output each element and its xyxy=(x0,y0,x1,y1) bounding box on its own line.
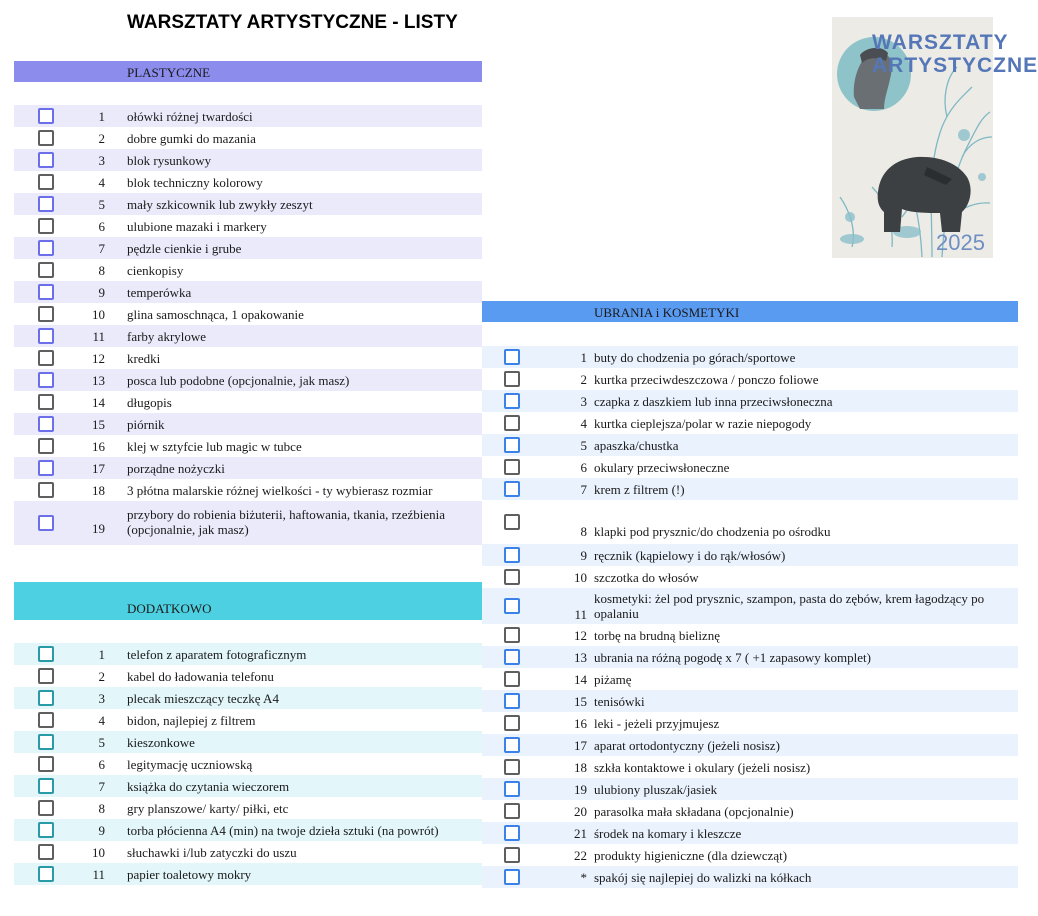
list-item xyxy=(14,753,482,775)
list-item xyxy=(14,479,482,501)
item-text: torba płócienna A4 (min) na twoje dzieła sztuki (na powrót) xyxy=(127,823,439,838)
item-text: ulubione mazaki i markery xyxy=(127,219,267,234)
checkbox[interactable] xyxy=(504,393,520,409)
item-text: kabel do ładowania telefonu xyxy=(127,669,274,684)
item-text: ręcznik (kąpielowy i do rąk/włosów) xyxy=(594,548,786,563)
item-number: 17 xyxy=(574,738,587,753)
item-text: spakój się najlepiej do walizki na kółkach xyxy=(594,870,812,885)
list-item xyxy=(482,412,1018,434)
item-text: farby akrylowe xyxy=(127,329,207,344)
dodatkowo-header: DODATKOWO xyxy=(127,601,212,616)
item-number: 19 xyxy=(92,521,105,536)
plastyczne-header: PLASTYCZNE xyxy=(127,65,211,80)
checkbox[interactable] xyxy=(504,349,520,365)
item-number: 14 xyxy=(92,395,105,410)
item-text: kurtka cieplejsza/polar w razie niepogody xyxy=(594,416,812,431)
item-number: 4 xyxy=(580,416,587,431)
list-item xyxy=(14,501,482,545)
item-text: mały szkicownik lub zwykły zeszyt xyxy=(127,197,313,212)
list-item xyxy=(482,844,1018,866)
checkbox[interactable] xyxy=(504,371,520,387)
checkbox[interactable] xyxy=(504,459,520,475)
checkbox[interactable] xyxy=(504,715,520,731)
checkbox[interactable] xyxy=(38,646,54,662)
item-text: kosmetyki: żel pod prysznic, szampon, pasta do zębów, krem łagodzący po opalaniu xyxy=(594,591,985,621)
item-text: długopis xyxy=(127,395,172,410)
item-number: 7 xyxy=(98,241,105,256)
item-number: 5 xyxy=(580,438,587,453)
list-item xyxy=(482,800,1018,822)
item-text: piórnik xyxy=(127,417,165,432)
checkbox[interactable] xyxy=(38,416,54,432)
checkbox[interactable] xyxy=(38,668,54,684)
item-text: leki - jeżeli przyjmujesz xyxy=(594,716,720,731)
item-number: 10 xyxy=(92,307,105,322)
checkbox[interactable] xyxy=(38,394,54,410)
checkbox[interactable] xyxy=(504,759,520,775)
item-text: posca lub podobne (opcjonalnie, jak masz) xyxy=(127,373,350,388)
list-item xyxy=(482,866,1018,888)
checkbox[interactable] xyxy=(504,598,520,614)
item-number: 6 xyxy=(98,757,105,772)
item-text: książka do czytania wieczorem xyxy=(127,779,290,794)
item-text: cienkopisy xyxy=(127,263,184,278)
item-text: plecak mieszczący teczkę A4 xyxy=(127,691,279,706)
list-item xyxy=(14,819,482,841)
checkbox[interactable] xyxy=(504,649,520,665)
item-number: 15 xyxy=(92,417,105,432)
item-text: szkła kontaktowe i okulary (jeżeli nosisz) xyxy=(594,760,811,775)
poster-title-line1: WARSZTATY xyxy=(872,31,1009,54)
item-text: porządne nożyczki xyxy=(127,461,225,476)
checkbox[interactable] xyxy=(38,690,54,706)
item-text: kredki xyxy=(127,351,161,366)
item-number: 16 xyxy=(574,716,587,731)
item-number: 6 xyxy=(580,460,587,475)
checkbox[interactable] xyxy=(504,825,520,841)
list-item xyxy=(14,413,482,435)
checkbox[interactable] xyxy=(38,800,54,816)
checkbox[interactable] xyxy=(504,437,520,453)
item-number: 22 xyxy=(574,848,587,863)
poster-title xyxy=(872,31,1038,77)
item-number: 13 xyxy=(92,373,105,388)
checkbox[interactable] xyxy=(38,482,54,498)
list-item xyxy=(482,756,1018,778)
list-item xyxy=(14,303,482,325)
item-text: piżamę xyxy=(594,672,632,687)
list-item xyxy=(482,456,1018,478)
item-text: legitymację uczniowską xyxy=(127,757,253,772)
item-text: ulubiony pluszak/jasiek xyxy=(594,782,718,797)
checkbox[interactable] xyxy=(504,671,520,687)
list-item xyxy=(14,369,482,391)
checkbox[interactable] xyxy=(504,547,520,563)
item-text: klapki pod prysznic/do chodzenia po ośrodku xyxy=(594,524,831,539)
item-number: 6 xyxy=(98,219,105,234)
item-number: 4 xyxy=(98,713,105,728)
list-item xyxy=(482,624,1018,646)
list-item xyxy=(482,566,1018,588)
list-item xyxy=(14,391,482,413)
item-number: 7 xyxy=(580,482,587,497)
checkbox[interactable] xyxy=(504,847,520,863)
checkbox[interactable] xyxy=(38,306,54,322)
list-item xyxy=(482,712,1018,734)
item-text: apaszka/chustka xyxy=(594,438,679,453)
checkbox[interactable] xyxy=(504,569,520,585)
checkbox[interactable] xyxy=(38,152,54,168)
item-text: 3 płótna malarskie różnej wielkości - ty wybierasz rozmiar xyxy=(127,483,433,498)
item-text: przybory do robienia biżuterii, haftowania, tkania, rzeźbienia (opcjonalnie, jak masz) xyxy=(127,507,446,537)
item-text: kieszonkowe xyxy=(127,735,195,750)
list-item xyxy=(14,841,482,863)
item-text: temperówka xyxy=(127,285,192,300)
item-number: 11 xyxy=(574,607,587,622)
item-number: 3 xyxy=(98,691,105,706)
list-item xyxy=(14,149,482,171)
list-item xyxy=(14,797,482,819)
list-item xyxy=(482,346,1018,368)
list-item xyxy=(14,435,482,457)
item-text: aparat ortodontyczny (jeżeli nosisz) xyxy=(594,738,780,753)
checkbox[interactable] xyxy=(38,350,54,366)
list-item xyxy=(482,544,1018,566)
item-number: 17 xyxy=(92,461,105,476)
item-number: 2 xyxy=(580,372,587,387)
poster-year: 2025 xyxy=(936,230,985,255)
item-text: bidon, najlepiej z filtrem xyxy=(127,713,256,728)
list-item xyxy=(482,646,1018,668)
item-number: 8 xyxy=(580,524,587,539)
checkbox[interactable] xyxy=(38,822,54,838)
item-text: środek na komary i kleszcze xyxy=(594,826,742,841)
item-text: tenisówki xyxy=(594,694,645,709)
item-number: 7 xyxy=(98,779,105,794)
list-item xyxy=(14,687,482,709)
item-number: 10 xyxy=(574,570,587,585)
item-text: ołówki różnej twardości xyxy=(127,109,253,124)
list-item xyxy=(14,863,482,885)
item-text: słuchawki i/lub zatyczki do uszu xyxy=(127,845,297,860)
item-number: 4 xyxy=(98,175,105,190)
checkbox[interactable] xyxy=(504,781,520,797)
checkbox[interactable] xyxy=(504,415,520,431)
item-text: produkty higieniczne (dla dziewcząt) xyxy=(594,848,788,863)
checkbox[interactable] xyxy=(38,196,54,212)
item-number: 12 xyxy=(92,351,105,366)
workshop-poster xyxy=(832,17,1038,258)
item-text: gry planszowe/ karty/ piłki, etc xyxy=(127,801,289,816)
item-number: 14 xyxy=(574,672,587,687)
item-number: 8 xyxy=(98,801,105,816)
list-item xyxy=(14,105,482,127)
checkbox[interactable] xyxy=(38,844,54,860)
checkbox[interactable] xyxy=(38,515,54,531)
item-text: klej w sztyfcie lub magic w tubce xyxy=(127,439,302,454)
checkbox[interactable] xyxy=(38,284,54,300)
checkbox[interactable] xyxy=(38,734,54,750)
item-number: 3 xyxy=(580,394,587,409)
item-text: parasolka mała składana (opcjonalnie) xyxy=(594,804,794,819)
item-text: blok rysunkowy xyxy=(127,153,212,168)
list-item xyxy=(14,325,482,347)
list-item xyxy=(14,665,482,687)
checkbox[interactable] xyxy=(38,756,54,772)
item-number: 13 xyxy=(574,650,587,665)
list-item xyxy=(14,731,482,753)
ubrania-header-bar xyxy=(482,301,1018,322)
item-number: 20 xyxy=(574,804,587,819)
checkbox[interactable] xyxy=(38,108,54,124)
item-number: 11 xyxy=(92,867,105,882)
item-text: krem z filtrem (!) xyxy=(594,482,685,497)
item-number: 9 xyxy=(98,285,105,300)
item-text: papier toaletowy mokry xyxy=(127,867,252,882)
item-number: 2 xyxy=(98,131,105,146)
item-number: 1 xyxy=(580,350,587,365)
checkbox[interactable] xyxy=(504,514,520,530)
list-item xyxy=(482,478,1018,500)
item-number: 3 xyxy=(98,153,105,168)
item-number: 18 xyxy=(574,760,587,775)
list-item xyxy=(14,171,482,193)
item-number: 5 xyxy=(98,197,105,212)
list-item xyxy=(482,778,1018,800)
list-item xyxy=(14,259,482,281)
poster-title-line2: ARTYSTYCZNE xyxy=(872,54,1038,77)
item-text: blok techniczny kolorowy xyxy=(127,175,263,190)
list-item xyxy=(14,457,482,479)
item-number: 12 xyxy=(574,628,587,643)
item-text: buty do chodzenia po górach/sportowe xyxy=(594,350,796,365)
list-item xyxy=(482,500,1018,544)
checkbox[interactable] xyxy=(38,262,54,278)
item-number: 16 xyxy=(92,439,105,454)
item-number: 1 xyxy=(98,647,105,662)
checkbox[interactable] xyxy=(504,803,520,819)
item-number: 19 xyxy=(574,782,587,797)
item-number: 1 xyxy=(98,109,105,124)
list-item xyxy=(14,215,482,237)
list-item xyxy=(482,390,1018,412)
item-number: 5 xyxy=(98,735,105,750)
checkbox[interactable] xyxy=(38,460,54,476)
checkbox[interactable] xyxy=(38,438,54,454)
item-text: kurtka przeciwdeszczowa / ponczo foliowe xyxy=(594,372,819,387)
item-number: 9 xyxy=(580,548,587,563)
item-number: 10 xyxy=(92,845,105,860)
list-item xyxy=(14,709,482,731)
checkbox[interactable] xyxy=(38,778,54,794)
list-item xyxy=(482,668,1018,690)
list-item xyxy=(14,127,482,149)
list-item xyxy=(482,822,1018,844)
checkbox[interactable] xyxy=(38,130,54,146)
dodatkowo-header-bar xyxy=(14,582,482,620)
item-number: 18 xyxy=(92,483,105,498)
item-text: okulary przeciwsłoneczne xyxy=(594,460,730,475)
checkbox[interactable] xyxy=(38,712,54,728)
item-text: szczotka do włosów xyxy=(594,570,699,585)
page-title: WARSZTATY ARTYSTYCZNE - LISTY xyxy=(127,12,458,33)
item-number: 9 xyxy=(98,823,105,838)
item-number: 2 xyxy=(98,669,105,684)
checkbox[interactable] xyxy=(504,627,520,643)
list-item xyxy=(14,281,482,303)
checkbox[interactable] xyxy=(504,737,520,753)
item-text: dobre gumki do mazania xyxy=(127,131,256,146)
list-item xyxy=(14,347,482,369)
item-text: telefon z aparatem fotograficznym xyxy=(127,647,307,662)
checkbox[interactable] xyxy=(504,481,520,497)
checkbox[interactable] xyxy=(38,372,54,388)
item-number: 11 xyxy=(92,329,105,344)
item-text: ubrania na różną pogodę x 7 ( +1 zapasowy komplet) xyxy=(594,650,871,665)
plastyczne-header-bar xyxy=(14,61,482,82)
checkbox[interactable] xyxy=(504,693,520,709)
item-number: 15 xyxy=(574,694,587,709)
checkbox[interactable] xyxy=(504,869,520,885)
list-item xyxy=(482,690,1018,712)
ubrania-header: UBRANIA i KOSMETYKI xyxy=(594,305,740,320)
list-item xyxy=(482,588,1018,624)
item-text: torbę na brudną bieliznę xyxy=(594,628,720,643)
item-text: glina samoschnąca, 1 opakowanie xyxy=(127,307,304,322)
item-text: pędzle cienkie i grube xyxy=(127,241,242,256)
list-item xyxy=(14,237,482,259)
checkbox[interactable] xyxy=(38,174,54,190)
item-number: 8 xyxy=(98,263,105,278)
checkbox[interactable] xyxy=(38,218,54,234)
item-text: czapka z daszkiem lub inna przeciwsłoneczna xyxy=(594,394,833,409)
list-item xyxy=(482,734,1018,756)
item-number: 21 xyxy=(574,826,587,841)
list-item xyxy=(14,775,482,797)
checkbox[interactable] xyxy=(38,328,54,344)
list-item xyxy=(14,643,482,665)
list-item xyxy=(482,434,1018,456)
checkbox[interactable] xyxy=(38,866,54,882)
list-item xyxy=(482,368,1018,390)
list-item xyxy=(14,193,482,215)
item-number: * xyxy=(580,870,587,885)
checkbox[interactable] xyxy=(38,240,54,256)
